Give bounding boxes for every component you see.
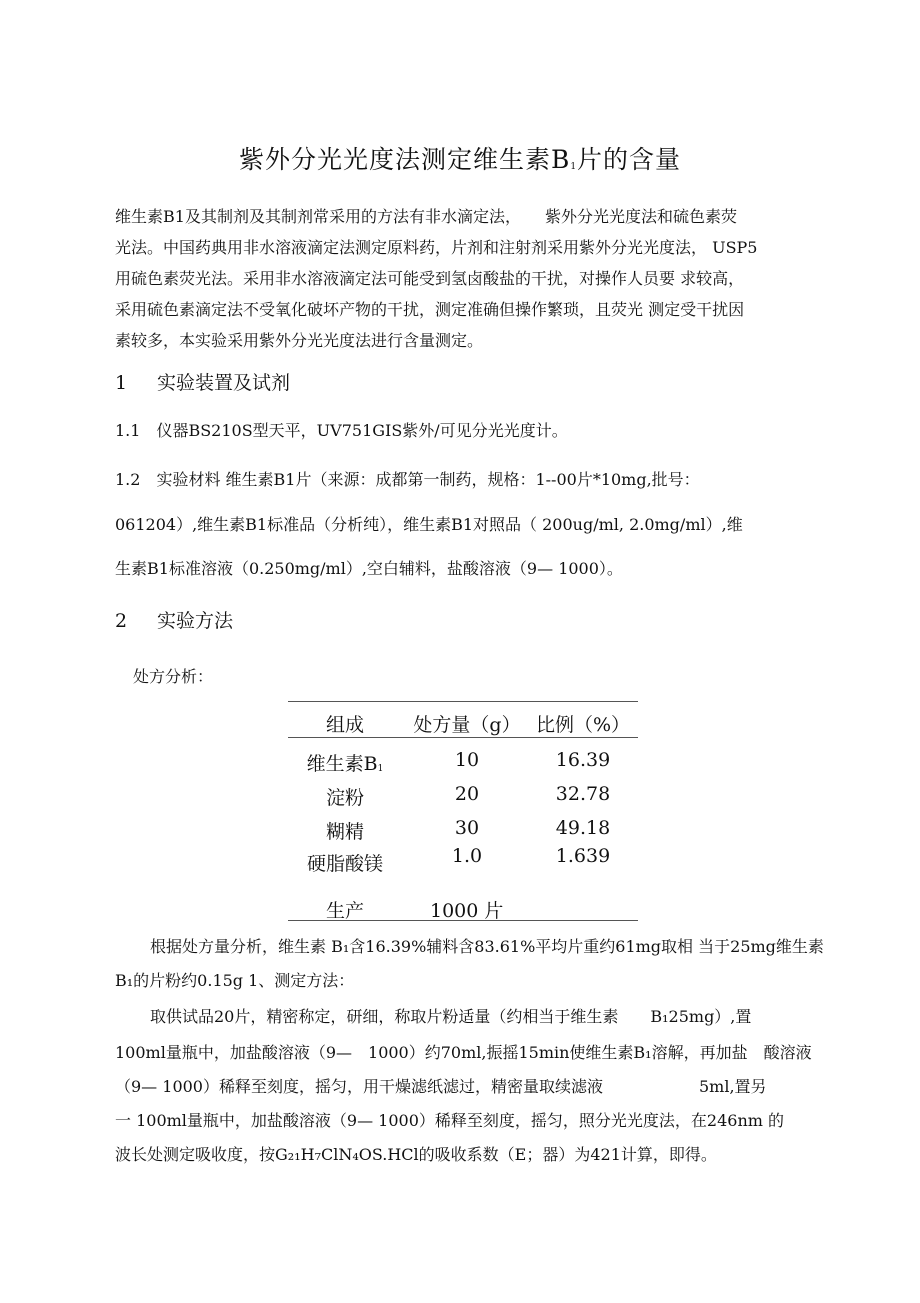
table-bottom-rule xyxy=(288,920,638,921)
table-footer-value: 1000 片 xyxy=(430,900,504,922)
table-cell-amount: 10 xyxy=(454,749,480,771)
formula-label: 处方分析： xyxy=(133,667,214,686)
table-header-cell: 处方量（g） xyxy=(413,714,521,736)
method-line: （9— 1000）稀释至刻度，摇匀，用干燥滤纸滤过，精密量取续滤液 5ml,置另 xyxy=(115,1077,767,1096)
item-1-2-line: 生素B1标准溶液（0.250mg/ml）,空白辅料，盐酸溶液（9— 1000）。 xyxy=(115,559,623,578)
method-line: 100ml量瓶中，加盐酸溶液（9— 1000）约70ml,振摇15min使维生素B₁溶解，再加盐 酸溶液 xyxy=(115,1043,812,1062)
table-top-rule xyxy=(288,701,638,702)
table-cell-ratio: 49.18 xyxy=(555,817,611,839)
method-line: 取供试品20片，精密称定，研细，称取片粉适量（约相当于维生素 B₁25mg）,置 xyxy=(150,1007,752,1026)
analysis-line: B₁的片粉约0.15g 1、测定方法： xyxy=(115,971,355,990)
table-cell-name: 糊精 xyxy=(325,821,364,843)
table-cell-ratio: 1.639 xyxy=(555,845,611,867)
intro-line: 采用硫色素滴定法不受氧化破坏产物的干扰，测定准确但操作繁琐，且荧光 测定受干扰因 xyxy=(115,300,745,319)
intro-line: 维生素B1及其制剂及其制剂常采用的方法有非水滴定法， 紫外分光光度法和硫色素荧 xyxy=(115,207,737,226)
page-title: 紫外分光光度法测定维生素B1片的含量 xyxy=(238,145,682,174)
table-header-rule xyxy=(288,737,638,738)
analysis-line: 根据处方量分析，维生素 B₁含16.39%辅料含83.61%平均片重约61mg取相 当于25mg维生素 xyxy=(150,937,824,956)
intro-line: 素较多，本实验采用紫外分光光度法进行含量测定。 xyxy=(115,331,484,350)
item-1-1: 1.1 仪器BS210S型天平，UV751GIS紫外/可见分光光度计。 xyxy=(115,421,568,440)
item-1-2-line: 061204）,维生素B1标准品（分析纯），维生素B1对照品（ 200ug/ml, 2.0mg/ml）,维 xyxy=(115,515,743,534)
table-header-cell: 组成 xyxy=(325,714,364,736)
table-footer-label: 生产 xyxy=(326,900,365,922)
section-1-heading: 1 实验装置及试剂 xyxy=(115,372,291,394)
table-cell-name: 淀粉 xyxy=(325,787,364,809)
method-line: 一 100ml量瓶中，加盐酸溶液（9— 1000）稀释至刻度，摇匀，照分光光度法，在246nm 的 xyxy=(115,1111,785,1130)
table-cell-amount: 1.0 xyxy=(451,845,483,867)
intro-line: 用硫色素荧光法。采用非水溶液滴定法可能受到氢卤酸盐的干扰，对操作人员要 求较高， xyxy=(115,269,745,288)
table-cell-amount: 20 xyxy=(454,783,480,805)
section-2-heading: 2 实验方法 xyxy=(115,610,234,632)
table-cell-ratio: 32.78 xyxy=(555,783,611,805)
item-1-2-line: 1.2 实验材料 维生素B1片（来源：成都第一制药，规格：1--00片*10mg,批号： xyxy=(115,470,700,489)
table-cell-amount: 30 xyxy=(454,817,480,839)
table-header-cell: 比例（%） xyxy=(535,714,631,736)
intro-line: 光法。中国药典用非水溶液滴定法测定原料药，片剂和注射剂采用紫外分光光度法， USP5 xyxy=(115,238,758,257)
method-line: 波长处测定吸收度，按G₂₁H₇ClN₄OS.HCl的吸收系数（E；器）为421计算，即得。 xyxy=(115,1145,717,1164)
table-cell-ratio: 16.39 xyxy=(555,749,611,771)
table-cell-name: 维生素B1 xyxy=(306,753,384,775)
table-cell-name: 硬脂酸镁 xyxy=(306,853,383,875)
